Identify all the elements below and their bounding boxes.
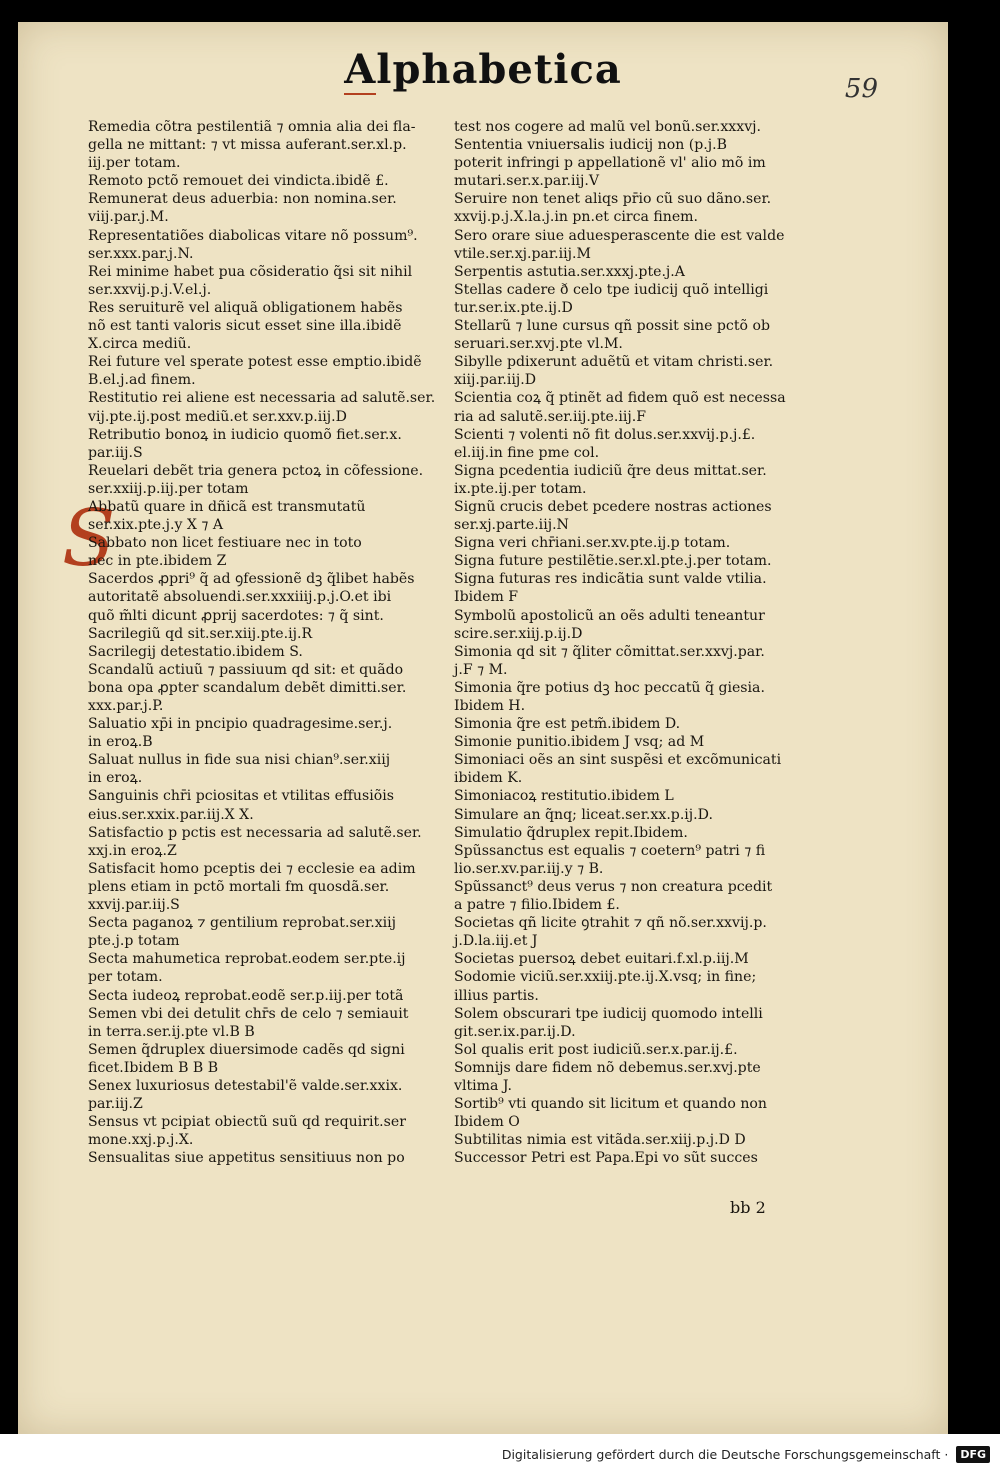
- index-line: vltima J.: [454, 1077, 512, 1094]
- index-line: bona opa ꝓpter scandalum debẽt dimitti.ser.: [88, 679, 407, 696]
- index-line: tur.ser.ix.pte.ij.D: [454, 299, 573, 316]
- index-line: Remunerat deus aduerbia: non nomina.ser.: [88, 191, 397, 208]
- index-line: Sabbato non licet festiuare nec in toto: [88, 535, 362, 552]
- header-title: lphabetica: [376, 46, 622, 93]
- index-line: Ibidem F: [454, 589, 519, 606]
- index-line: Res seruiturẽ vel aliquã obligationem habẽs: [88, 299, 403, 316]
- index-line: par.iij.S: [88, 444, 143, 461]
- index-line: Restitutio rei aliene est necessaria ad salutẽ.ser.: [88, 390, 436, 407]
- index-line: Simoniacoꝝ restitutio.ibidem L: [454, 788, 674, 805]
- index-line: Signa veri chr̄iani.ser.xv.pte.ij.p totam.: [454, 535, 731, 552]
- index-line: Semen vbi dei detulit chr̄s de celo ⁊ semiauit: [88, 1005, 409, 1022]
- index-line: Satisfacit homo pceptis dei ⁊ ecclesie ea adim: [88, 860, 416, 877]
- index-line: illius partis.: [454, 987, 539, 1004]
- index-line: Reuelari debẽt tria genera pctoꝝ in cõfessione.: [88, 462, 424, 479]
- index-line: Signa pcedentia iudiciũ q̃re deus mittat.ser.: [454, 462, 767, 479]
- index-line: par.iij.Z: [88, 1096, 143, 1113]
- index-line: Retributio bonoꝝ in iudicio quomõ fiet.ser.x.: [88, 426, 402, 443]
- index-line: Remedia cõtra pestilentiã ⁊ omnia alia dei fla-: [88, 119, 416, 135]
- index-line: Rei future vel sperate potest esse emptio.ibidẽ: [88, 354, 422, 371]
- index-line: Seruire non tenet aliqs pr̄io cũ suo dãno.ser.: [454, 191, 772, 208]
- signature-mark: bb 2: [730, 1198, 766, 1217]
- index-line: per totam.: [88, 969, 163, 986]
- index-line: git.ser.ix.par.ij.D.: [454, 1023, 576, 1040]
- index-line: Scientia coꝝ q̃ ptinẽt ad fidem quõ est necessa: [454, 390, 786, 407]
- index-line: xiij.par.iij.D: [454, 372, 537, 389]
- index-line: Secta paganoꝝ ⁊ gentilium reprobat.ser.xiij: [88, 915, 397, 932]
- index-line: test nos cogere ad malũ vel bonũ.ser.xxxvj.: [454, 119, 762, 135]
- index-line: autoritatẽ absoluendi.ser.xxxiiij.p.j.O.et ibi: [88, 589, 392, 606]
- index-line: vij.pte.ij.post mediũ.et ser.xxv.p.iij.D: [88, 408, 347, 425]
- index-line: in eroꝝ.B: [88, 734, 153, 751]
- index-line: Sodomie viciũ.ser.xxiij.pte.ij.X.vsq; in fine;: [454, 969, 757, 986]
- index-line: Stellas cadere ð celo tpe iudicij quõ intelligi: [454, 281, 769, 298]
- index-line: in eroꝝ.: [88, 770, 143, 787]
- index-line: Sibylle pdixerunt aduẽtũ et vitam christi.ser.: [454, 354, 774, 371]
- index-line: Signa futuras res indicãtia sunt valde vtilia.: [454, 571, 767, 588]
- index-line: ser.xxiij.p.iij.per totam: [88, 480, 249, 497]
- red-initial: S: [62, 494, 116, 584]
- index-line: iij.per totam.: [88, 155, 181, 172]
- index-line: ix.pte.ij.per totam.: [454, 480, 587, 497]
- digitization-footer: [0, 1434, 1000, 1475]
- index-line: Semen q̃druplex diuersimode cadẽs qd signi: [88, 1041, 405, 1058]
- index-line: Ibidem O: [454, 1114, 520, 1131]
- index-line: scire.ser.xiij.p.ij.D: [454, 625, 583, 642]
- index-line: Spũssanct⁹ deus verus ⁊ non creatura pcedit: [454, 878, 773, 895]
- index-line: Subtilitas nimia est vitãda.ser.xiij.p.j.D D: [454, 1132, 746, 1149]
- index-line: ser.xxvij.p.j.V.el.j.: [88, 281, 212, 298]
- index-line: Scandalũ actiuũ ⁊ passiuum qd sit: et quãdo: [88, 661, 404, 678]
- index-line: Signa future pestilẽtie.ser.xl.pte.j.per totam.: [454, 553, 772, 570]
- footer-credit: Digitalisierung gefördert durch die Deutsche Forschungsgemeinschaft ·: [501, 1447, 949, 1462]
- index-line: nec in pte.ibidem Z: [88, 553, 227, 570]
- index-line: Representatiões diabolicas vitare nõ possum⁹.: [88, 227, 418, 244]
- index-line: Sententia vniuersalis iudicij non (p.j.B: [454, 137, 727, 154]
- index-line: gella ne mittant: ⁊ vt missa auferant.ser.xl.p.: [88, 137, 407, 154]
- index-line: Sacrilegiũ qd sit.ser.xiij.pte.ij.R: [88, 625, 313, 642]
- index-line: Societas puersoꝝ debet euitari.f.xl.p.iij.M: [454, 951, 749, 968]
- index-line: Sensualitas siue appetitus sensitiuus non po: [88, 1150, 405, 1167]
- index-line: Simonie punitio.ibidem J vsq; ad M: [454, 734, 705, 751]
- index-line: seruari.ser.xvj.pte vl.M.: [454, 336, 623, 353]
- index-line: Sol qualis erit post iudiciũ.ser.x.par.ij.£.: [454, 1041, 738, 1058]
- index-line: Rei minime habet pua cõsideratio q̃si sit nihil: [88, 263, 413, 280]
- index-line: Successor Petri est Papa.Epi vo sũt succes: [454, 1150, 758, 1167]
- index-line: Sero orare siue aduesperascente die est valde: [454, 227, 785, 244]
- right-column: [454, 118, 840, 1167]
- index-line: Abbatũ quare in dñicã est transmutatũ: [88, 498, 366, 515]
- index-line: Simoniaci oẽs an sint suspẽsi et excõmunicati: [454, 752, 782, 769]
- dfg-logo: DFG: [956, 1446, 990, 1463]
- index-line: nõ est tanti valoris sicut esset sine illa.ibidẽ: [88, 318, 402, 335]
- index-line: j.F ⁊ M.: [454, 661, 508, 678]
- index-line: Simonia q̃re est petm̃.ibidem D.: [454, 716, 681, 733]
- index-line: Sacrilegij detestatio.ibidem S.: [88, 643, 303, 660]
- index-line: xxx.par.j.P.: [88, 698, 164, 714]
- index-line: Simulatio q̃druplex repit.Ibidem.: [454, 824, 688, 841]
- index-line: X.circa mediũ.: [88, 336, 192, 353]
- index-line: Symbolũ apostolicũ an oẽs adulti teneantur: [454, 607, 765, 624]
- index-line: Ibidem H.: [454, 698, 526, 714]
- index-line: mutari.ser.x.par.iij.V: [454, 173, 600, 190]
- index-line: el.iij.in fine pme col.: [454, 444, 600, 461]
- index-line: j.D.la.iij.et J: [454, 933, 538, 950]
- folio-number: 59: [844, 74, 878, 104]
- index-line: Senex luxuriosus detestabil'ẽ valde.ser.xxix.: [88, 1077, 403, 1094]
- index-line: vtile.ser.xj.par.iij.M: [454, 245, 591, 262]
- index-line: Remoto pctõ remouet dei vindicta.ibidẽ £.: [88, 173, 389, 190]
- index-line: eius.ser.xxix.par.iij.X X.: [88, 806, 254, 823]
- index-line: xxvij.par.iij.S: [88, 897, 180, 914]
- index-line: Sensus vt pcipiat obiectũ suũ qd requirit.ser: [88, 1114, 406, 1131]
- index-line: Secta iudeoꝝ reprobat.eodẽ ser.p.iij.per totã: [88, 987, 404, 1004]
- index-line: a patre ⁊ filio.Ibidem £.: [454, 897, 620, 914]
- index-line: xxvij.p.j.X.la.j.in pn.et circa finem.: [454, 209, 699, 226]
- index-line: ser.xxx.par.j.N.: [88, 245, 194, 262]
- index-line: Signũ crucis debet pcedere nostras actiones: [454, 498, 772, 515]
- index-line: Serpentis astutia.ser.xxxj.pte.j.A: [454, 263, 685, 280]
- left-column: [88, 118, 468, 1167]
- index-line: ria ad salutẽ.ser.iij.pte.iij.F: [454, 408, 646, 425]
- index-line: in terra.ser.ij.pte vl.B B: [88, 1023, 255, 1040]
- index-line: Simulare an q̃nq; liceat.ser.xx.p.ij.D.: [454, 806, 713, 823]
- index-line: ser.xix.pte.j.y X ⁊ A: [88, 517, 224, 534]
- index-line: Spũssanctus est equalis ⁊ coetern⁹ patri ⁊ fi: [454, 842, 766, 859]
- index-line: pte.j.p totam: [88, 933, 180, 950]
- index-line: plens etiam in pctõ mortali fm quosdã.ser.: [88, 878, 390, 895]
- index-line: viij.par.j.M.: [88, 209, 169, 226]
- index-line: Saluatio xp̄i in pncipio quadragesime.ser.j.: [88, 716, 393, 733]
- index-line: xxj.in eroꝝ.Z: [88, 842, 177, 859]
- index-line: mone.xxj.p.j.X.: [88, 1132, 194, 1149]
- index-line: Sanguinis chr̄i pciositas et vtilitas effusiõis: [88, 788, 394, 805]
- index-line: Saluat nullus in fide sua nisi chian⁹.ser.xiij: [88, 752, 391, 769]
- index-line: Satisfactio p pctis est necessaria ad salutẽ.ser.: [88, 824, 422, 841]
- index-line: lio.ser.xv.par.iij.y ⁊ B.: [454, 860, 604, 877]
- index-line: ibidem K.: [454, 770, 523, 787]
- index-line: Sortib⁹ vti quando sit licitum et quando non: [454, 1096, 767, 1113]
- index-line: Somnijs dare fidem nõ debemus.ser.xvj.pte: [454, 1059, 761, 1076]
- index-line: Simonia qd sit ⁊ q̃liter cõmittat.ser.xxvj.par.: [454, 643, 765, 660]
- index-line: quõ m̃lti dicunt ꝓprij sacerdotes: ⁊ q̃ sint.: [88, 607, 384, 624]
- header-initial: A: [344, 46, 377, 93]
- book-page: [18, 22, 948, 1434]
- index-line: Sacerdos ꝓpri⁹ q̃ ad ꝯfessionẽ dꝫ q̃libet habẽs: [88, 571, 415, 588]
- index-line: Solem obscurari tpe iudicij quomodo intelli: [454, 1005, 763, 1022]
- index-line: Stellarũ ⁊ lune cursus qñ possit sine pctõ ob: [454, 318, 770, 335]
- index-line: ser.xj.parte.iij.N: [454, 517, 569, 534]
- index-line: Secta mahumetica reprobat.eodem ser.pte.ij: [88, 951, 406, 968]
- index-line: Scienti ⁊ volenti nõ fit dolus.ser.xxvij.p.j.£.: [454, 426, 756, 443]
- index-line: ficet.Ibidem B B B: [88, 1059, 219, 1076]
- index-line: Simonia q̃re potius dꝫ hoc peccatũ q̃ giesia.: [454, 679, 765, 696]
- index-line: poterit infringi p appellationẽ vl' alio mõ im: [454, 155, 766, 172]
- page-header: [18, 46, 948, 93]
- index-line: Societas qñ licite ꝯtrahit ⁊ qñ nõ.ser.xxvij.p.: [454, 915, 767, 932]
- index-line: B.el.j.ad finem.: [88, 372, 196, 389]
